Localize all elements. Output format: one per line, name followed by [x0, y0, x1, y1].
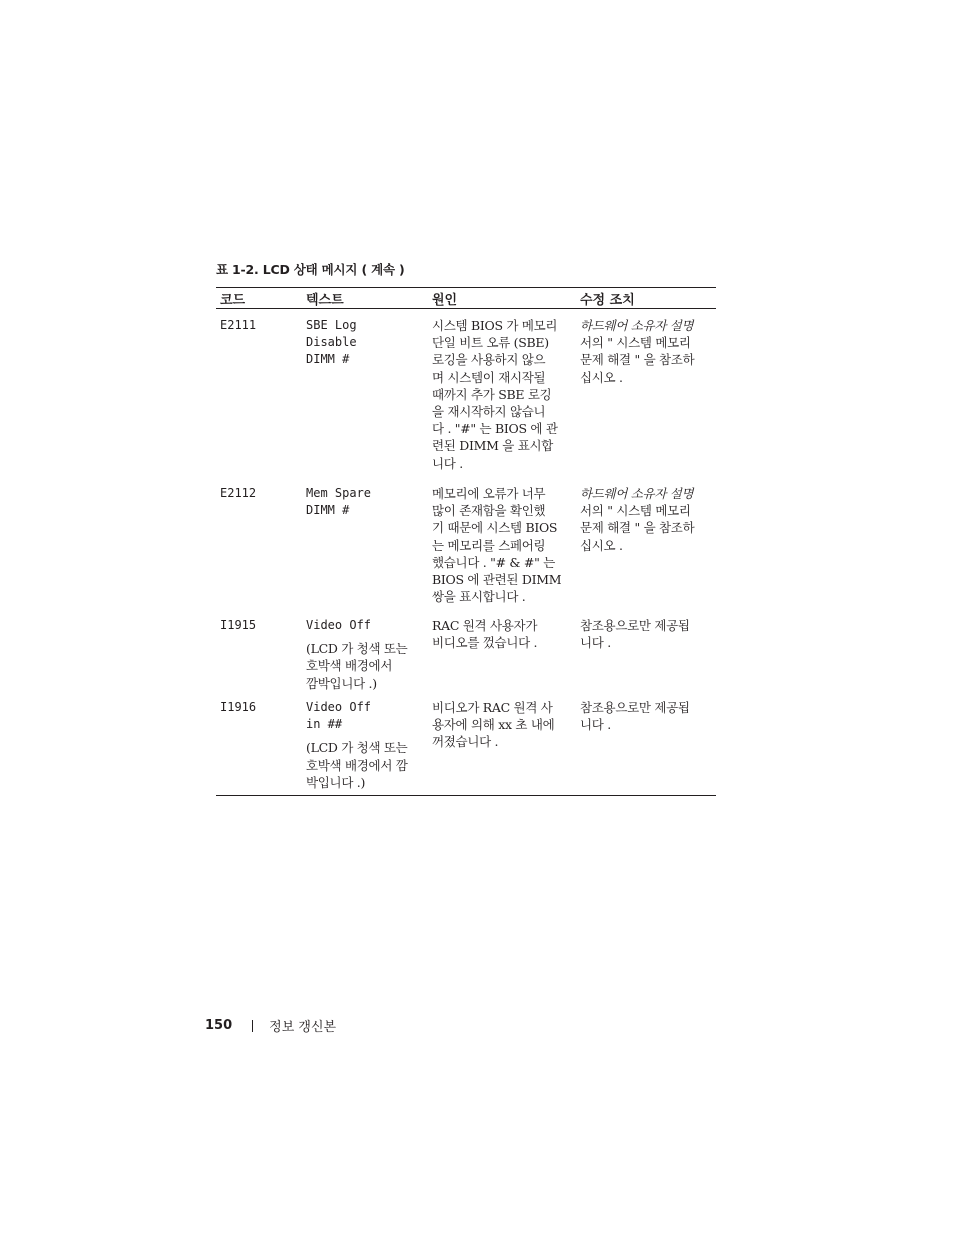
cause-line: 기 때문에 시스템 BIOS: [432, 520, 558, 536]
cause-line: 비디오가 RAC 원격 사: [432, 700, 553, 715]
cause-line: 을 재시작하지 않습니: [432, 404, 546, 420]
footer-divider: [252, 1020, 253, 1032]
cause-line: 꺼졌습니다 .: [432, 734, 499, 750]
page-footer: [205, 1016, 336, 1035]
message-text-line: DIMM #: [306, 503, 350, 518]
cause-line: 했습니다 . "# & #" 는: [432, 554, 555, 570]
message-text: [306, 485, 428, 519]
action-line: 십시오 .: [580, 369, 623, 385]
cause-line: 니다 .: [432, 455, 463, 471]
message-note-line: 호박색 배경에서: [306, 658, 393, 674]
cell-cause: [428, 317, 576, 477]
table-row: [216, 613, 716, 695]
message-note: [306, 739, 428, 791]
cause-line: 때까지 추가 SBE 로깅: [432, 386, 552, 402]
action-line: 참조용으로만 제공됩: [580, 618, 690, 633]
manual-reference: 하드웨어 소유자 설명: [580, 486, 694, 501]
message-text-line: DIMM #: [306, 352, 350, 367]
table-row: [216, 695, 716, 795]
cell-code: I1916: [220, 700, 257, 714]
message-note-line: (LCD 가 청색 또는: [306, 641, 408, 657]
cause-line: 는 메모리를 스페어링: [432, 537, 546, 553]
manual-reference: 하드웨어 소유자 설명: [580, 318, 694, 333]
header-cause: 원인: [432, 293, 458, 308]
cause-line: BIOS 에 관련된 DIMM: [432, 572, 562, 588]
page-number: 150: [205, 1018, 233, 1033]
cause-line: 많이 존재함을 확인했: [432, 503, 546, 519]
cause-line: 용자에 의해 xx 초 내에: [432, 717, 555, 733]
table-row: [216, 477, 716, 613]
lcd-status-table: [216, 287, 716, 796]
cell-code: E2112: [220, 486, 257, 500]
cell-text: [302, 317, 428, 477]
message-text-line: in ##: [306, 717, 343, 732]
cause-line: 련된 DIMM 을 표시합: [432, 438, 554, 454]
message-text: [306, 699, 428, 733]
cause-line: 며 시스템이 재시작될: [432, 369, 546, 385]
cell-text: [302, 699, 428, 795]
action-line: 참조용으로만 제공됩: [580, 700, 690, 715]
cell-cause: [428, 617, 576, 695]
cell-action: [576, 485, 716, 613]
table-header-row: [216, 288, 716, 309]
section-title: 정보 갱신본: [269, 1020, 337, 1035]
cause-line: 시스템 BIOS 가 메모리: [432, 318, 558, 333]
cause-line: 메모리에 오류가 너무: [432, 486, 546, 501]
message-text: [306, 317, 428, 369]
cell-cause: [428, 699, 576, 795]
action-line: 서의 " 시스템 메모리: [580, 503, 691, 519]
cell-action: [576, 317, 716, 477]
action-line: 십시오 .: [580, 537, 623, 553]
message-note-line: 깜박입니다 .): [306, 675, 377, 691]
message-note-line: (LCD 가 청색 또는: [306, 740, 408, 756]
cell-text: [302, 485, 428, 613]
header-code: 코드: [220, 293, 246, 308]
cause-line: 비디오를 껐습니다 .: [432, 635, 538, 651]
cause-line: 쌍을 표시합니다 .: [432, 589, 526, 605]
cell-text: [302, 617, 428, 695]
cause-line: RAC 원격 사용자가: [432, 618, 538, 633]
message-text-line: SBE Log: [306, 318, 357, 332]
message-note-line: 호박색 배경에서 깜: [306, 757, 408, 773]
message-text-line: Disable: [306, 335, 357, 350]
message-text-line: Mem Spare: [306, 486, 372, 500]
cell-action: [576, 699, 716, 795]
message-text-line: Video Off: [306, 618, 372, 632]
header-action: 수정 조치: [580, 293, 635, 308]
message-text: [306, 617, 428, 634]
cause-line: 로깅을 사용하지 않으: [432, 352, 546, 368]
table-row: [216, 309, 716, 477]
action-line: 서의 " 시스템 메모리: [580, 335, 691, 351]
cell-code: E2111: [220, 318, 257, 332]
cell-action: [576, 617, 716, 695]
header-text: 텍스트: [306, 293, 344, 308]
action-line: 니다 .: [580, 635, 611, 651]
table-body: [216, 309, 716, 795]
action-line: 문제 해결 " 을 참조하: [580, 520, 695, 536]
message-note-line: 박입니다 .): [306, 774, 366, 790]
action-line: 문제 해결 " 을 참조하: [580, 352, 695, 368]
cell-code: I1915: [220, 618, 257, 632]
action-line: 니다 .: [580, 717, 611, 733]
cause-line: 다 . "#" 는 BIOS 에 관: [432, 421, 558, 437]
message-note: [306, 640, 428, 692]
cause-line: 단일 비트 오류 (SBE): [432, 335, 549, 351]
cell-cause: [428, 485, 576, 613]
message-text-line: Video Off: [306, 700, 372, 714]
table-caption: 표 1-2. LCD 상태 메시지 ( 계속 ): [216, 262, 405, 277]
